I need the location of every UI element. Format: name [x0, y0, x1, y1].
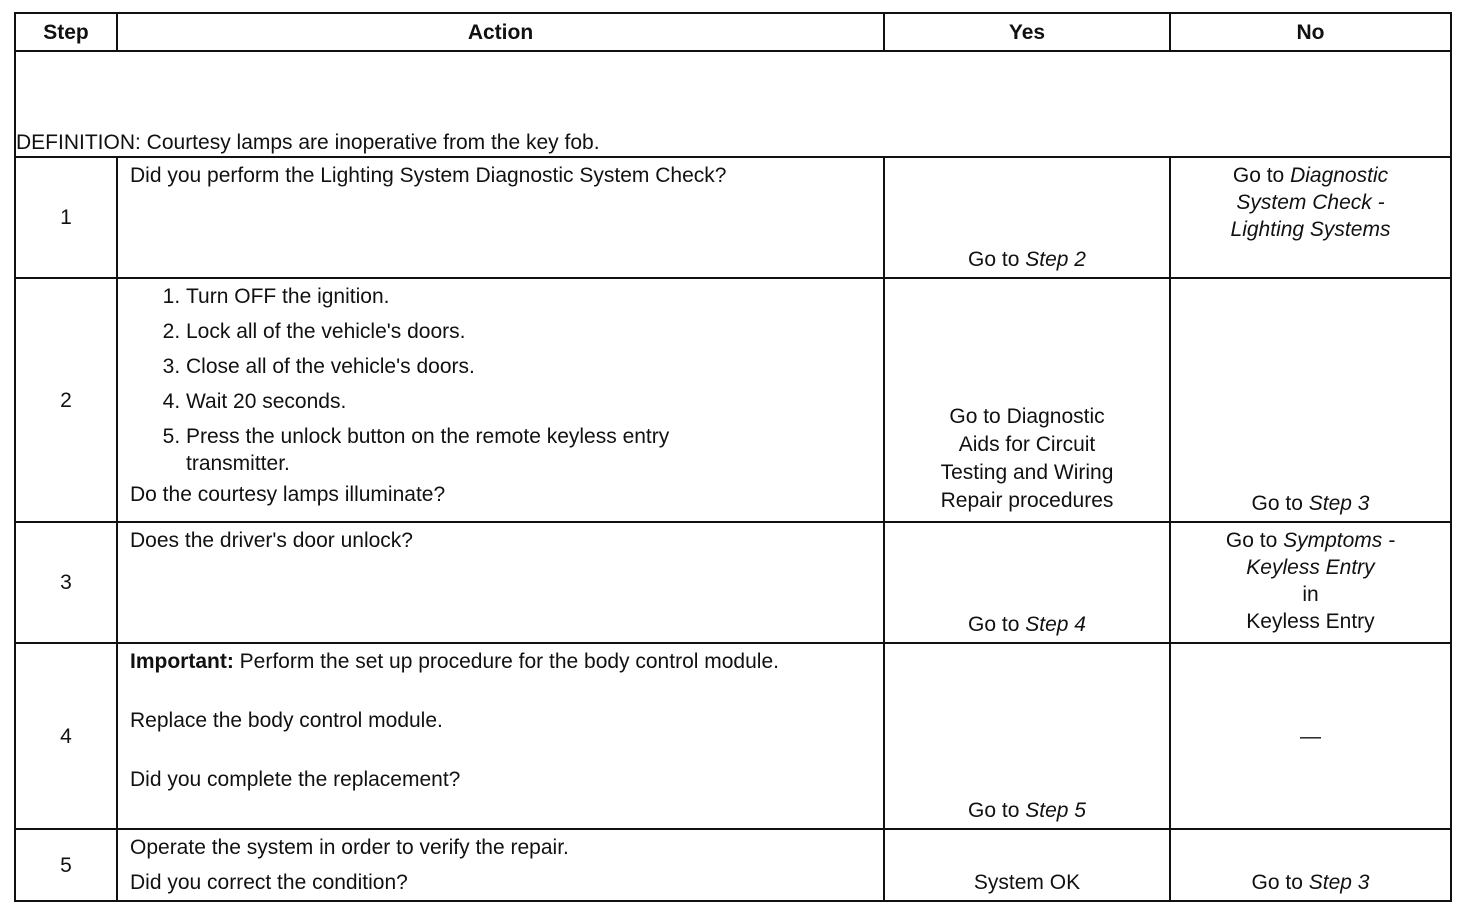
no-prefix: Go to [1251, 492, 1309, 515]
question-text: Do the courtesy lamps illuminate? [130, 483, 446, 506]
important-label: Important: [130, 650, 234, 673]
yes-link[interactable]: Step 4 [1025, 613, 1086, 636]
table-row [15, 643, 1451, 829]
yes-prefix: Go to [968, 613, 1026, 636]
no-cell [1170, 829, 1451, 901]
list-item: 1. Turn OFF the ignition. [186, 283, 873, 310]
no-prefix: Go to [1225, 529, 1284, 552]
important-note [130, 648, 873, 675]
list-item: 3. Close all of the vehicle's doors. [186, 353, 873, 380]
action-text: Did you perform the Lighting System Diagnostic System Check? [130, 164, 727, 187]
action-cell [117, 157, 884, 278]
yes-cell [884, 278, 1170, 522]
list-item: 4. Wait 20 seconds. [186, 388, 873, 415]
header-no: No [1170, 13, 1451, 51]
no-link-part[interactable]: Lighting Systems [1230, 218, 1391, 241]
yes-line: Aids for Circuit [958, 433, 1096, 456]
table-row [15, 829, 1451, 901]
action-cell [117, 829, 884, 901]
action-text: Does the driver's door unlock? [130, 529, 413, 552]
no-cell [1170, 278, 1451, 522]
important-text: Perform the set up procedure for the body control module. [233, 650, 779, 673]
action-cell [117, 643, 884, 829]
no-link-part[interactable]: Symptoms - [1283, 529, 1396, 552]
step-number: 3 [15, 522, 117, 643]
list-item: 2. Lock all of the vehicle's doors. [186, 318, 873, 345]
no-link-part[interactable]: System Check - [1236, 191, 1385, 214]
action-cell [117, 278, 884, 522]
no-prefix: Go to [1251, 871, 1309, 894]
yes-link[interactable]: Step 5 [1025, 799, 1086, 822]
yes-cell [884, 157, 1170, 278]
header-yes: Yes [884, 13, 1170, 51]
no-cell [1170, 157, 1451, 278]
action-cell [117, 522, 884, 643]
no-link[interactable]: Step 3 [1308, 871, 1370, 894]
header-row [15, 13, 1451, 51]
question-text: Did you correct the condition? [130, 871, 408, 894]
no-prefix: Go to [1232, 164, 1291, 187]
no-link-part[interactable]: Diagnostic [1290, 164, 1389, 187]
yes-line: Testing and Wiring [940, 461, 1114, 484]
question-text: Did you complete the replacement? [130, 768, 461, 791]
yes-cell: System OK [884, 829, 1170, 901]
no-text: in [1302, 583, 1319, 606]
table-row [15, 278, 1451, 522]
no-text: Keyless Entry [1246, 610, 1375, 633]
instruction-text: Operate the system in order to verify the repair. [130, 836, 569, 859]
yes-link[interactable]: Step 2 [1025, 248, 1086, 271]
no-cell [1170, 522, 1451, 643]
definition-row [15, 51, 1451, 157]
header-step: Step [15, 13, 117, 51]
list-item: 5. Press the unlock button on the remote keyless entry transmitter. [186, 423, 873, 477]
table-row [15, 157, 1451, 278]
no-cell: — [1170, 643, 1451, 829]
procedure-list [130, 283, 873, 477]
table-row [15, 522, 1451, 643]
step-number: 1 [15, 157, 117, 278]
step-number: 4 [15, 643, 117, 829]
yes-line: Go to Diagnostic [949, 405, 1105, 428]
instruction-text: Replace the body control module. [130, 709, 443, 732]
step-number: 5 [15, 829, 117, 901]
no-link-part[interactable]: Keyless Entry [1246, 556, 1375, 579]
yes-cell [884, 643, 1170, 829]
definition-text: DEFINITION: Courtesy lamps are inoperative from the key fob. [15, 51, 1451, 157]
diagnostic-table [14, 12, 1452, 902]
yes-prefix: Go to [968, 248, 1026, 271]
no-link[interactable]: Step 3 [1308, 492, 1370, 515]
step-number: 2 [15, 278, 117, 522]
header-action: Action [117, 13, 884, 51]
yes-line: Repair procedures [940, 489, 1114, 512]
yes-prefix: Go to [968, 799, 1026, 822]
yes-cell [884, 522, 1170, 643]
